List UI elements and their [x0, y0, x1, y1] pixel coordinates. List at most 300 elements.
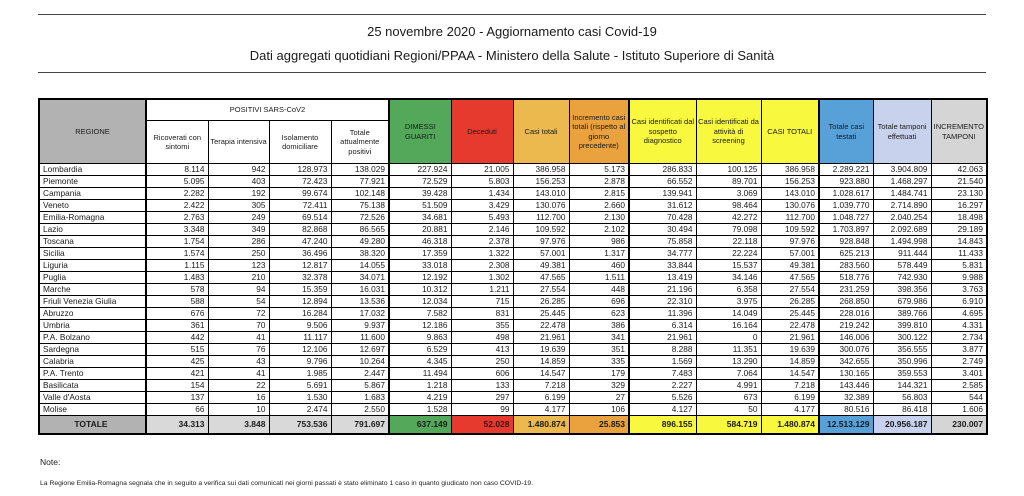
value-cell: 49.381	[761, 260, 819, 272]
column-header-deceduti: Deceduti	[451, 99, 513, 164]
value-cell: 144.321	[873, 380, 931, 392]
value-cell: 12.186	[389, 320, 451, 332]
value-cell: 13.290	[696, 356, 761, 368]
totale-value-cell: 52.028	[451, 416, 513, 435]
value-cell: 356.555	[873, 344, 931, 356]
value-cell: 18.498	[931, 212, 987, 224]
totale-label-cell: TOTALE	[39, 416, 146, 435]
value-cell: 86.565	[331, 224, 389, 236]
table-row	[39, 404, 987, 416]
value-cell: 49.381	[513, 260, 569, 272]
value-cell: 16.031	[331, 284, 389, 296]
table-row	[39, 296, 987, 308]
value-cell: 14.859	[761, 356, 819, 368]
value-cell: 1.985	[269, 368, 331, 380]
region-cell: Veneto	[39, 200, 146, 212]
value-cell: 6.199	[761, 392, 819, 404]
column-header-sospetto-diagnostico: Casi identificati dal sospetto diagnostico	[629, 99, 696, 164]
value-cell: 942	[208, 164, 269, 176]
value-cell: 32.378	[269, 272, 331, 284]
table-row	[39, 368, 987, 380]
subcolumn-header-terapia-intensiva: Terapia intensiva	[208, 121, 269, 164]
value-cell: 6.910	[931, 296, 987, 308]
region-cell: P.A. Trento	[39, 368, 146, 380]
value-cell: 398.356	[873, 284, 931, 296]
totale-value-cell: 584.719	[696, 416, 761, 435]
value-cell: 2.282	[146, 188, 208, 200]
value-cell: 351	[569, 344, 629, 356]
region-cell: Toscana	[39, 236, 146, 248]
value-cell: 34.146	[696, 272, 761, 284]
value-cell: 1.528	[389, 404, 451, 416]
notes-label: Note:	[40, 457, 61, 467]
value-cell: 1.302	[451, 272, 513, 284]
value-cell: 578	[146, 284, 208, 296]
value-cell: 1.468.297	[873, 176, 931, 188]
value-cell: 7.218	[513, 380, 569, 392]
value-cell: 20.881	[389, 224, 451, 236]
value-cell: 32.389	[819, 392, 873, 404]
table-row	[39, 284, 987, 296]
value-cell: 1.569	[629, 356, 696, 368]
value-cell: 5.095	[146, 176, 208, 188]
region-cell: Umbria	[39, 320, 146, 332]
value-cell: 50	[696, 404, 761, 416]
value-cell: 3.877	[931, 344, 987, 356]
value-cell: 283.560	[819, 260, 873, 272]
value-cell: 54	[208, 296, 269, 308]
value-cell: 137	[146, 392, 208, 404]
value-cell: 42.272	[696, 212, 761, 224]
value-cell: 5.831	[931, 260, 987, 272]
value-cell: 250	[208, 248, 269, 260]
value-cell: 742.930	[873, 272, 931, 284]
value-cell: 249	[208, 212, 269, 224]
value-cell: 11.396	[629, 308, 696, 320]
value-cell: 578.449	[873, 260, 931, 272]
value-cell: 57.001	[761, 248, 819, 260]
value-cell: 143.010	[513, 188, 569, 200]
note-text: La Regione Emilia-Romagna segnala che in seguito a verifica sui dati comunicati nei giorni passati è stato eliminato 1 caso in quanto giudicato non caso COVID-19.	[40, 480, 534, 487]
value-cell: 112.700	[761, 212, 819, 224]
value-cell: 86.418	[873, 404, 931, 416]
value-cell: 99	[451, 404, 513, 416]
value-cell: 25.445	[761, 308, 819, 320]
value-cell: 97.976	[761, 236, 819, 248]
value-cell: 2.474	[269, 404, 331, 416]
value-cell: 4.127	[629, 404, 696, 416]
value-cell: 515	[146, 344, 208, 356]
value-cell: 1.218	[389, 380, 451, 392]
value-cell: 518.776	[819, 272, 873, 284]
subcolumn-header-ricoverati: Ricoverati con sintomi	[146, 121, 208, 164]
region-cell: Molise	[39, 404, 146, 416]
region-cell: Calabria	[39, 356, 146, 368]
region-cell: Sicilia	[39, 248, 146, 260]
table-row	[39, 236, 987, 248]
value-cell: 3.069	[696, 188, 761, 200]
value-cell: 3.429	[451, 200, 513, 212]
value-cell: 10.312	[389, 284, 451, 296]
value-cell: 386	[569, 320, 629, 332]
value-cell: 715	[451, 296, 513, 308]
value-cell: 109.592	[761, 224, 819, 236]
value-cell: 349	[208, 224, 269, 236]
value-cell: 2.734	[931, 332, 987, 344]
value-cell: 14.547	[761, 368, 819, 380]
value-cell: 49.280	[331, 236, 389, 248]
value-cell: 403	[208, 176, 269, 188]
value-cell: 2.289.221	[819, 164, 873, 176]
value-cell: 14.547	[513, 368, 569, 380]
table-row	[39, 320, 987, 332]
table-row	[39, 212, 987, 224]
value-cell: 2.040.254	[873, 212, 931, 224]
value-cell: 696	[569, 296, 629, 308]
value-cell: 6.358	[696, 284, 761, 296]
value-cell: 923.880	[819, 176, 873, 188]
column-header-regione: REGIONE	[39, 99, 146, 164]
value-cell: 130.165	[819, 368, 873, 380]
value-cell: 7.582	[389, 308, 451, 320]
value-cell: 10	[208, 404, 269, 416]
value-cell: 498	[451, 332, 513, 344]
notes-section	[40, 457, 1024, 487]
column-header-incremento-tamponi: INCREMENTO TAMPONI	[931, 99, 987, 164]
value-cell: 46.318	[389, 236, 451, 248]
page-subtitle: Dati aggregati quotidiani Regioni/PPAA - Ministero della Salute - Istituto Superiore di Sanità	[249, 48, 775, 63]
value-cell: 15.537	[696, 260, 761, 272]
value-cell: 389.766	[873, 308, 931, 320]
value-cell: 1.606	[931, 404, 987, 416]
totale-value-cell: 34.313	[146, 416, 208, 435]
value-cell: 29.189	[931, 224, 987, 236]
value-cell: 72.529	[389, 176, 451, 188]
value-cell: 11.494	[389, 368, 451, 380]
value-cell: 210	[208, 272, 269, 284]
value-cell: 9.988	[931, 272, 987, 284]
value-cell: 42.063	[931, 164, 987, 176]
value-cell: 1.511	[569, 272, 629, 284]
value-cell: 128.973	[269, 164, 331, 176]
value-cell: 250	[451, 356, 513, 368]
value-cell: 156.253	[513, 176, 569, 188]
value-cell: 4.219	[389, 392, 451, 404]
value-cell: 2.815	[569, 188, 629, 200]
value-cell: 72.411	[269, 200, 331, 212]
value-cell: 27.554	[513, 284, 569, 296]
value-cell: 9.796	[269, 356, 331, 368]
value-cell: 2.308	[451, 260, 513, 272]
value-cell: 1.574	[146, 248, 208, 260]
value-cell: 1.048.727	[819, 212, 873, 224]
value-cell: 448	[569, 284, 629, 296]
value-cell: 442	[146, 332, 208, 344]
value-cell: 1.703.897	[819, 224, 873, 236]
value-cell: 130.076	[761, 200, 819, 212]
value-cell: 335	[569, 356, 629, 368]
value-cell: 5.526	[629, 392, 696, 404]
value-cell: 69.514	[269, 212, 331, 224]
value-cell: 133	[451, 380, 513, 392]
value-cell: 2.878	[569, 176, 629, 188]
value-cell: 12.192	[389, 272, 451, 284]
value-cell: 4.177	[761, 404, 819, 416]
value-cell: 2.092.689	[873, 224, 931, 236]
value-cell: 12.894	[269, 296, 331, 308]
value-cell: 66.552	[629, 176, 696, 188]
totale-value-cell: 791.697	[331, 416, 389, 435]
value-cell: 22.478	[513, 320, 569, 332]
value-cell: 34.681	[389, 212, 451, 224]
table-row	[39, 200, 987, 212]
value-cell: 3.348	[146, 224, 208, 236]
value-cell: 77.921	[331, 176, 389, 188]
value-cell: 9.863	[389, 332, 451, 344]
value-cell: 1.322	[451, 248, 513, 260]
value-cell: 305	[208, 200, 269, 212]
value-cell: 31.612	[629, 200, 696, 212]
value-cell: 34.071	[331, 272, 389, 284]
value-cell: 12.697	[331, 344, 389, 356]
value-cell: 0	[696, 332, 761, 344]
region-cell: Abruzzo	[39, 308, 146, 320]
table-row	[39, 272, 987, 284]
value-cell: 1.028.617	[819, 188, 873, 200]
report-page	[0, 14, 1024, 496]
value-cell: 3.904.809	[873, 164, 931, 176]
value-cell: 676	[146, 308, 208, 320]
value-cell: 16	[208, 392, 269, 404]
totale-value-cell: 753.536	[269, 416, 331, 435]
value-cell: 1.754	[146, 236, 208, 248]
value-cell: 5.691	[269, 380, 331, 392]
value-cell: 146.006	[819, 332, 873, 344]
value-cell: 33.844	[629, 260, 696, 272]
value-cell: 460	[569, 260, 629, 272]
value-cell: 1.494.998	[873, 236, 931, 248]
value-cell: 16.284	[269, 308, 331, 320]
region-cell: Lombardia	[39, 164, 146, 176]
value-cell: 72.423	[269, 176, 331, 188]
value-cell: 72	[208, 308, 269, 320]
table-row	[39, 344, 987, 356]
value-cell: 138.029	[331, 164, 389, 176]
region-cell: Basilicata	[39, 380, 146, 392]
value-cell: 1.039.770	[819, 200, 873, 212]
value-cell: 57.001	[513, 248, 569, 260]
value-cell: 79.098	[696, 224, 761, 236]
value-cell: 4.991	[696, 380, 761, 392]
value-cell: 19.639	[513, 344, 569, 356]
value-cell: 51.509	[389, 200, 451, 212]
value-cell: 625.213	[819, 248, 873, 260]
value-cell: 13.419	[629, 272, 696, 284]
value-cell: 36.496	[269, 248, 331, 260]
column-header-tamponi: Totale tamponi effettuati	[873, 99, 931, 164]
value-cell: 11.600	[331, 332, 389, 344]
value-cell: 56.803	[873, 392, 931, 404]
subcolumn-header-isolamento: Isolamento domiciliare	[269, 121, 331, 164]
region-cell: Friuli Venezia Giulia	[39, 296, 146, 308]
value-cell: 41	[208, 368, 269, 380]
value-cell: 268.850	[819, 296, 873, 308]
value-cell: 14.843	[931, 236, 987, 248]
value-cell: 329	[569, 380, 629, 392]
value-cell: 8.288	[629, 344, 696, 356]
region-cell: P.A. Bolzano	[39, 332, 146, 344]
value-cell: 421	[146, 368, 208, 380]
value-cell: 39.428	[389, 188, 451, 200]
table-row	[39, 164, 987, 176]
value-cell: 30.494	[629, 224, 696, 236]
value-cell: 27	[569, 392, 629, 404]
value-cell: 300.122	[873, 332, 931, 344]
value-cell: 33.018	[389, 260, 451, 272]
totale-value-cell: 230.007	[931, 416, 987, 435]
value-cell: 986	[569, 236, 629, 248]
value-cell: 3.975	[696, 296, 761, 308]
value-cell: 2.447	[331, 368, 389, 380]
value-cell: 386.958	[761, 164, 819, 176]
column-header-incremento-casi: Incremento casi totali (rispetto al giorno precedente)	[569, 99, 629, 164]
value-cell: 8.114	[146, 164, 208, 176]
value-cell: 300.076	[819, 344, 873, 356]
value-cell: 4.695	[931, 308, 987, 320]
region-cell: Piemonte	[39, 176, 146, 188]
value-cell: 1.483	[146, 272, 208, 284]
value-cell: 9.937	[331, 320, 389, 332]
value-cell: 15.359	[269, 284, 331, 296]
value-cell: 2.130	[569, 212, 629, 224]
value-cell: 399.810	[873, 320, 931, 332]
value-cell: 123	[208, 260, 269, 272]
totale-value-cell: 637.149	[389, 416, 451, 435]
totale-value-cell: 12.513.129	[819, 416, 873, 435]
column-header-casi-totali-2: CASI TOTALI	[761, 99, 819, 164]
value-cell: 1.683	[331, 392, 389, 404]
value-cell: 286.833	[629, 164, 696, 176]
value-cell: 1.434	[451, 188, 513, 200]
value-cell: 2.378	[451, 236, 513, 248]
value-cell: 14.049	[696, 308, 761, 320]
region-cell: Campania	[39, 188, 146, 200]
totale-value-cell: 896.155	[629, 416, 696, 435]
value-cell: 1.484.741	[873, 188, 931, 200]
value-cell: 13.536	[331, 296, 389, 308]
value-cell: 47.565	[761, 272, 819, 284]
value-cell: 106	[569, 404, 629, 416]
value-cell: 2.660	[569, 200, 629, 212]
value-cell: 5.867	[331, 380, 389, 392]
value-cell: 227.924	[389, 164, 451, 176]
value-cell: 355	[451, 320, 513, 332]
table-row	[39, 392, 987, 404]
value-cell: 911.444	[873, 248, 931, 260]
value-cell: 102.148	[331, 188, 389, 200]
value-cell: 21.540	[931, 176, 987, 188]
value-cell: 2.550	[331, 404, 389, 416]
value-cell: 228.016	[819, 308, 873, 320]
value-cell: 21.961	[513, 332, 569, 344]
page-title: 25 novembre 2020 - Aggiornamento casi Covid-19	[367, 24, 657, 39]
value-cell: 16.297	[931, 200, 987, 212]
value-cell: 2.227	[629, 380, 696, 392]
value-cell: 89.701	[696, 176, 761, 188]
value-cell: 606	[451, 368, 513, 380]
value-cell: 22.224	[696, 248, 761, 260]
totale-value-cell: 25.853	[569, 416, 629, 435]
value-cell: 2.714.890	[873, 200, 931, 212]
value-cell: 5.173	[569, 164, 629, 176]
value-cell: 70.428	[629, 212, 696, 224]
table-row	[39, 260, 987, 272]
value-cell: 1.317	[569, 248, 629, 260]
subcolumn-header-attualmente-positivi: Totale attualmente positivi	[331, 121, 389, 164]
column-header-casi-totali: Casi totali	[513, 99, 569, 164]
value-cell: 22	[208, 380, 269, 392]
value-cell: 130.076	[513, 200, 569, 212]
value-cell: 21.961	[761, 332, 819, 344]
value-cell: 4.345	[389, 356, 451, 368]
value-cell: 76	[208, 344, 269, 356]
value-cell: 341	[569, 332, 629, 344]
value-cell: 22.118	[696, 236, 761, 248]
value-cell: 12.034	[389, 296, 451, 308]
value-cell: 156.253	[761, 176, 819, 188]
value-cell: 139.941	[629, 188, 696, 200]
totale-value-cell: 3.848	[208, 416, 269, 435]
column-header-screening: Casi identificati da attività di screening	[696, 99, 761, 164]
value-cell: 23.130	[931, 188, 987, 200]
value-cell: 386.958	[513, 164, 569, 176]
value-cell: 544	[931, 392, 987, 404]
value-cell: 3.763	[931, 284, 987, 296]
region-cell: Marche	[39, 284, 146, 296]
value-cell: 41	[208, 332, 269, 344]
value-cell: 6.199	[513, 392, 569, 404]
region-cell: Lazio	[39, 224, 146, 236]
column-header-casi-testati: Totale casi testati	[819, 99, 873, 164]
group-header-positivi: POSITIVI SARS-CoV2	[146, 99, 389, 121]
value-cell: 17.032	[331, 308, 389, 320]
value-cell: 192	[208, 188, 269, 200]
value-cell: 588	[146, 296, 208, 308]
value-cell: 12.817	[269, 260, 331, 272]
value-cell: 350.996	[873, 356, 931, 368]
value-cell: 82.868	[269, 224, 331, 236]
value-cell: 11.351	[696, 344, 761, 356]
totale-row	[39, 416, 987, 435]
value-cell: 97.976	[513, 236, 569, 248]
value-cell: 38.320	[331, 248, 389, 260]
value-cell: 66	[146, 404, 208, 416]
value-cell: 100.125	[696, 164, 761, 176]
value-cell: 4.331	[931, 320, 987, 332]
value-cell: 5.803	[451, 176, 513, 188]
value-cell: 17.359	[389, 248, 451, 260]
value-cell: 425	[146, 356, 208, 368]
totale-value-cell: 20.956.187	[873, 416, 931, 435]
value-cell: 26.285	[513, 296, 569, 308]
value-cell: 7.218	[761, 380, 819, 392]
value-cell: 231.259	[819, 284, 873, 296]
value-cell: 361	[146, 320, 208, 332]
value-cell: 112.700	[513, 212, 569, 224]
value-cell: 6.314	[629, 320, 696, 332]
value-cell: 72.526	[331, 212, 389, 224]
table-row	[39, 308, 987, 320]
